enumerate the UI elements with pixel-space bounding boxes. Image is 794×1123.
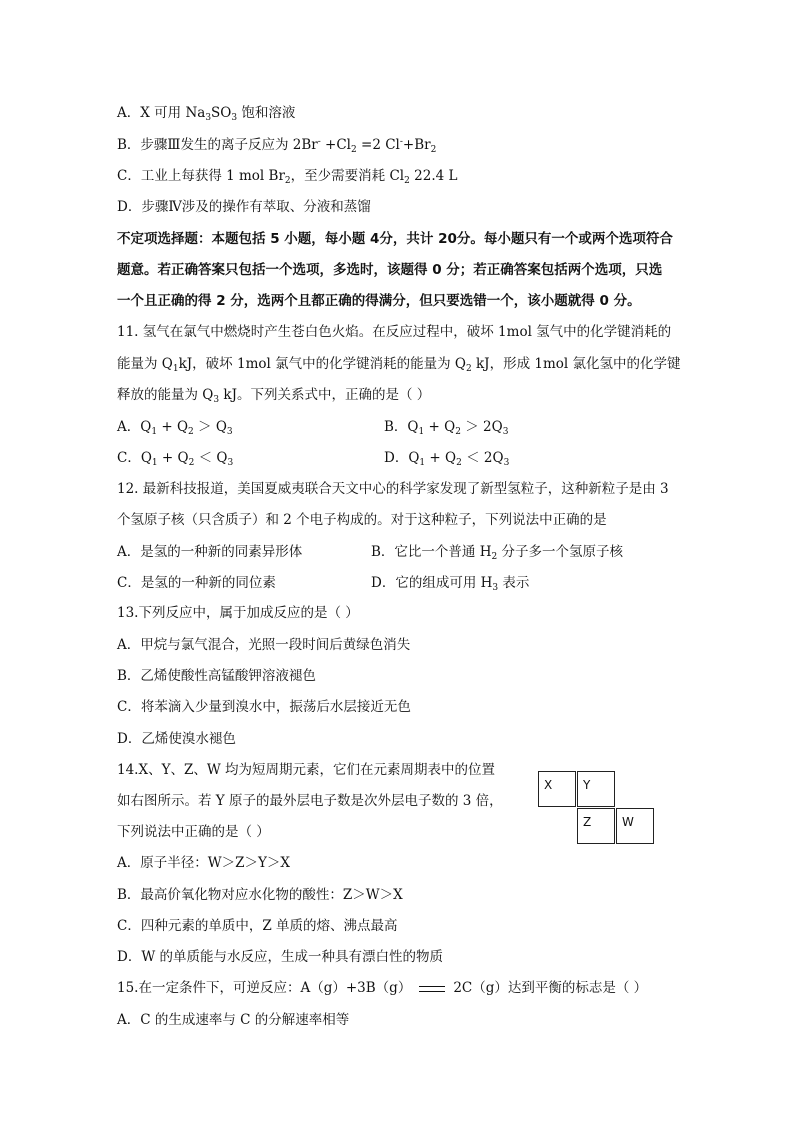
q14-stem-line-1: 14.X、Y、Z、W 均为短周期元素，它们在元素周期表中的位置 (117, 762, 496, 778)
q10-option-d: D．步骤Ⅳ涉及的操作有萃取、分液和蒸馏 (117, 199, 371, 215)
q12-option-c: C．是氢的一种新的同位素 (117, 575, 276, 591)
q10-option-c: C．工业上每获得 1 mol $Br_2$，至少需要消耗 $Cl_2$ 22.4 L (117, 168, 458, 186)
q14-stem-line-2: 如右图所示。若 Y 原子的最外层电子数是次外层电子数的 3 倍， (117, 793, 503, 809)
q12-stem-line-2: 个氢原子核（只含质子）和 2 个电子构成的。对于这种粒子，下列说法中正确的是 (117, 512, 607, 528)
q11-stem-line-2: 能量为 $Q_1kJ$，破坏 1mol 氯气中的化学键消耗的能量为 $Q_2$ kJ，形成 1mol 氯化氢中的化学键 (117, 356, 681, 374)
q13-option-c: C．将苯滴入少量到溴水中，振荡后水层接近无色 (117, 699, 411, 715)
q11-stem-line-1: 11. 氢气在氯气中燃烧时产生苍白色火焰。在反应过程中，破坏 1mol 氢气中的化学键消耗的 (117, 324, 672, 340)
periodic-table-fragment (538, 771, 658, 847)
q14-option-a: A．原子半径：W＞Z＞Y＞X (117, 855, 291, 871)
cell-w: W (616, 808, 654, 844)
q11-option-c: C．$Q_1 + Q_2 < Q_3$ (117, 450, 234, 468)
q11-stem-line-3: 释放的能量为 $Q_3$ kJ。下列关系式中，正确的是（ ） (117, 387, 431, 405)
cell-z: Z (577, 808, 615, 844)
section-header-line-2: 题意。若正确答案只包括一个选项，多选时，该题得 0 分；若正确答案包括两个选项，只选 (117, 262, 663, 278)
q11-option-a: A．$Q_1 + Q_2 > Q_3$ (117, 419, 233, 437)
q13-stem: 13.下列反应中，属于加成反应的是（ ） (117, 605, 359, 621)
q14-option-c: C．四种元素的单质中，Z 单质的熔、沸点最高 (117, 918, 398, 934)
q10-option-a: A．X 可用 $Na_3SO_3$ 饱和溶液 (117, 105, 296, 123)
section-header-line-1: 不定项选择题：本题包括 5 小题，每小题 4分，共计 20分。每小题只有一个或两个选项符合 (117, 231, 673, 247)
section-header-line-3: 一个且正确的得 2 分，选两个且都正确的得满分，但只要选错一个，该小题就得 0 分。 (117, 293, 641, 309)
q12-option-d: D．它的组成可用 $H_3$ 表示 (371, 575, 530, 593)
q14-option-b: B．最高价氧化物对应水化物的酸性：Z＞W＞X (117, 887, 403, 903)
q13-option-a: A．甲烷与氯气混合，光照一段时间后黄绿色消失 (117, 637, 411, 653)
q11-option-b: B．$Q_1 + Q_2 > 2Q_3$ (384, 419, 509, 437)
q14-stem-line-3: 下列说法中正确的是（ ） (117, 824, 270, 840)
q15-stem: 15.在一定条件下，可逆反应：A（g）+3B（g） 2C（g）达到平衡的标志是（ ） (117, 980, 648, 996)
q13-option-d: D．乙烯使溴水褪色 (117, 731, 236, 747)
q14-option-d: D．W 的单质能与水反应，生成一种具有漂白性的物质 (117, 949, 443, 965)
q12-stem-line-1: 12. 最新科技报道，美国夏威夷联合天文中心的科学家发现了新型氢粒子，这种新粒子是由 3 (117, 481, 669, 497)
cell-x: X (538, 771, 576, 807)
q10-option-b: B．步骤Ⅲ发生的离子反应为 $2Br^- +Cl_2 =2$ $Cl^-+Br_2$ (117, 137, 437, 155)
q11-option-d: D．$Q_1 + Q_2 < 2Q_3$ (384, 450, 510, 468)
q13-option-b: B．乙烯使酸性高锰酸钾溶液褪色 (117, 668, 316, 684)
q15-option-a: A．C 的生成速率与 C 的分解速率相等 (117, 1012, 350, 1028)
q12-option-b: B．它比一个普通 $H_2$ 分子多一个氢原子核 (371, 544, 624, 562)
q12-option-a: A．是氢的一种新的同素异形体 (117, 544, 303, 560)
cell-y: Y (577, 771, 615, 807)
equilibrium-arrow-icon (419, 984, 445, 994)
